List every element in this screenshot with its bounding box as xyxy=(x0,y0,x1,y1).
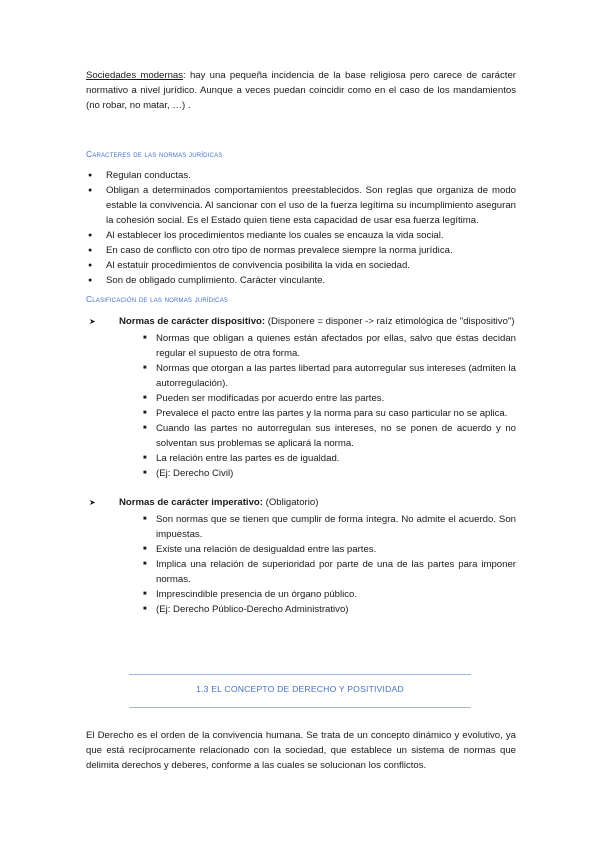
clasificacion-heading: Clasificación de las normas jurídicas xyxy=(86,294,229,304)
list-item: ■ Cuando las partes no autorregulan sus intereses, no se ponen de acuerdo y no solventan sus problemas se aplicará la norma. xyxy=(156,421,516,451)
list-item: ● Son de obligado cumplimiento. Carácter vinculante. xyxy=(106,273,516,288)
section-title: 1.3 EL CONCEPTO DE DERECHO Y POSITIVIDAD xyxy=(196,684,404,694)
list-item: ■ Normas que otorgan a las partes libertad para autorregular sus intereses (admiten la autorregulación). xyxy=(156,361,516,391)
list-item: ■ Existe una relación de desigualdad entre las partes. xyxy=(156,542,516,557)
imperativo-note: (Obligatorio) xyxy=(262,497,319,508)
dispositivo-title: Normas de carácter dispositivo: xyxy=(119,316,266,327)
closing-paragraph: El Derecho es el orden de la convivencia humana. Se trata de un concepto dinámico y evolutivo, ya que está recíprocamente relacionado con la sociedad, que establece un sistema de normas que delimita derechos y deberes, conforme a las cuales se solucionan los conflictos. xyxy=(86,730,516,771)
list-item: ■ Imprescindible presencia de un órgano público. xyxy=(156,587,516,602)
list-item: ● Al estatuir procedimientos de convivencia posibilita la vida en sociedad. xyxy=(106,258,516,273)
dispositivo-block xyxy=(89,314,516,481)
list-item: ● Obligan a determinados comportamientos preestablecidos. Son reglas que organiza de modo estable la convivencia. Al sancionar con el uso de la fuerza legítima su incumplimiento aseguran la cohesión social. Es el Estado quien tiene esta capacidad de usar esa fuerza legítima. xyxy=(106,183,516,228)
intro-text: : hay una pequeña incidencia de la base religiosa pero carece de carácter normativo a nivel jurídico. Aunque a veces puedan coincidir como en el caso de los mandamientos (no robar, no matar, …) . xyxy=(86,70,517,111)
intro-paragraph xyxy=(86,68,516,113)
imperativo-header xyxy=(119,495,516,510)
list-item: ■ (Ej: Derecho Público-Derecho Administrativo) xyxy=(156,602,516,617)
arrow-bullet-icon: ➤ xyxy=(89,317,96,326)
list-item: ■ Pueden ser modificadas por acuerdo entre las partes. xyxy=(156,391,516,406)
caracteres-list xyxy=(86,168,516,288)
dispositivo-header xyxy=(119,314,516,329)
list-item: ■ Normas que obligan a quienes están afectados por ellas, salvo que éstas decidan regular el supuesto de otra forma. xyxy=(156,331,516,361)
imperativo-block xyxy=(89,495,516,617)
list-item: ■ Prevalece el pacto entre las partes y la norma para su caso particular no se aplica. xyxy=(156,406,516,421)
list-item: ● Al establecer los procedimientos mediante los cuales se encauza la vida social. xyxy=(106,228,516,243)
dispositivo-list xyxy=(119,331,516,481)
list-item: ■ Implica una relación de superioridad por parte de una de las partes para imponer normas. xyxy=(156,557,516,587)
imperativo-title: Normas de carácter imperativo: xyxy=(119,497,263,508)
list-item: ■ Son normas que se tienen que cumplir de forma íntegra. No admite el acuerdo. Son impuestas. xyxy=(156,512,516,542)
list-item: ■ (Ej: Derecho Civil) xyxy=(156,466,516,481)
section-divider-bottom xyxy=(129,707,471,708)
arrow-bullet-icon: ➤ xyxy=(89,498,96,507)
document-body xyxy=(86,68,516,617)
list-item: ● En caso de conflicto con otro tipo de normas prevalece siempre la norma jurídica. xyxy=(106,243,516,258)
dispositivo-note: (Disponere = disponer -> raíz etimológica de "dispositivo") xyxy=(265,316,515,327)
intro-lead: Sociedades modernas xyxy=(86,70,184,81)
caracteres-heading: Caracteres de las normas jurídicas xyxy=(86,149,223,159)
list-item: ● Regulan conductas. xyxy=(106,168,516,183)
clasificacion-list xyxy=(86,314,516,617)
list-item: ■ La relación entre las partes es de igualdad. xyxy=(156,451,516,466)
section-divider-top xyxy=(129,674,471,675)
imperativo-list xyxy=(119,512,516,617)
